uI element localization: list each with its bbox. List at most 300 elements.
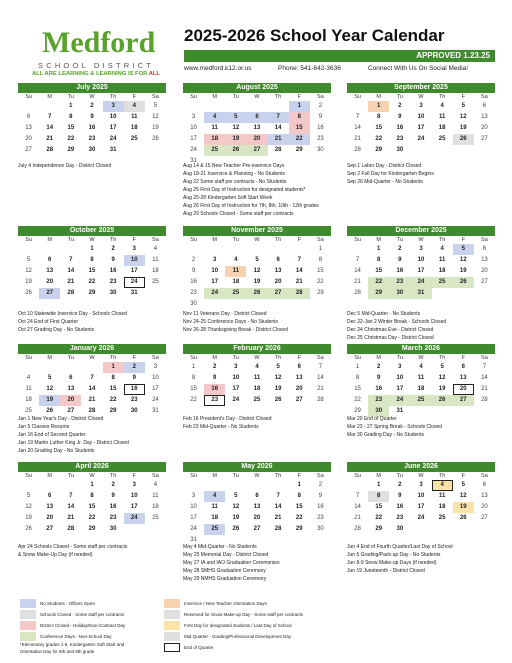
event-line: Jun 8-9 Snow Make-up Days (if needed): [347, 560, 437, 566]
day-cell: 13: [274, 268, 282, 274]
empty-cell: [204, 244, 225, 255]
day-cell: 6: [246, 112, 267, 123]
weekday-label: Su: [190, 355, 197, 361]
weekday-label: Tu: [396, 355, 403, 361]
weekday-label: M: [376, 473, 381, 479]
day-cell: 7: [355, 257, 360, 263]
empty-cell: [347, 101, 368, 112]
legend-swatch-pink: [20, 621, 36, 630]
day-cell: 9: [398, 493, 402, 499]
event-line: Feb 23 Mid-Quarter - No Students: [183, 424, 259, 430]
day-cell: 18: [417, 386, 425, 392]
day-cell: 21: [317, 386, 324, 392]
day-grid: [183, 362, 331, 406]
day-cell: 16: [88, 125, 96, 131]
weekday-label: Th: [109, 94, 117, 100]
day-cell: 14: [481, 375, 488, 381]
day-cell: 4: [153, 246, 158, 252]
day-grid: [347, 244, 495, 299]
empty-cell: [183, 244, 204, 255]
empty-cell: [246, 244, 267, 255]
weekday-label: F: [132, 355, 136, 361]
day-cell: 19: [232, 515, 240, 521]
event-line: Mar 20 End of Quarter: [347, 416, 397, 422]
day-cell: 25: [152, 515, 159, 521]
legend-swatch-gray: [20, 610, 36, 619]
day-cell: 27: [481, 279, 488, 285]
day-cell: 30: [190, 301, 197, 307]
day-cell: 31: [410, 288, 431, 299]
day-cell: 17: [190, 515, 197, 521]
day-cell: 8: [355, 375, 360, 381]
day-cell: 8: [289, 112, 310, 123]
day-cell: 15: [190, 386, 197, 392]
day-cell: 17: [190, 136, 197, 142]
day-cell: 7: [355, 493, 360, 499]
weekday-label: F: [461, 473, 465, 479]
day-cell: 4: [234, 257, 238, 263]
weekday-header: [183, 472, 331, 480]
day-cell: 11: [438, 493, 446, 499]
day-cell: 23: [109, 515, 117, 521]
weekday-label: F: [132, 94, 136, 100]
day-cell: 7: [355, 114, 360, 120]
weekday-label: Su: [190, 237, 197, 243]
legend-footnote: *Elementary grades 1-6, Kindergarten Soft Start and: [20, 642, 125, 647]
empty-cell: [183, 101, 204, 112]
day-cell: 14: [67, 268, 75, 274]
day-cell: 10: [190, 504, 197, 510]
day-cell: 24: [410, 277, 431, 288]
day-cell: 22: [190, 397, 197, 403]
weekday-label: W: [254, 94, 260, 100]
day-cell: 25: [204, 524, 225, 535]
weekday-label: Th: [109, 237, 117, 243]
day-cell: 26: [225, 145, 246, 156]
day-cell: 10: [211, 268, 219, 274]
day-cell: 13: [459, 375, 467, 381]
day-cell: 7: [90, 375, 94, 381]
event-line: Jun 5 Grading/Pack-up Day - No Students: [347, 552, 441, 558]
day-cell: 2: [318, 482, 323, 488]
day-cell: 2: [398, 482, 402, 488]
day-cell: 7: [297, 257, 301, 263]
day-cell: 26: [274, 397, 282, 403]
day-cell: 31: [190, 537, 197, 543]
day-cell: 2: [191, 257, 196, 263]
event-line: Aug 29 Schools Closed - Some staff per contracts: [183, 211, 294, 217]
day-cell: 2: [111, 246, 115, 252]
day-cell: 7: [48, 114, 52, 120]
day-cell: 27: [46, 526, 54, 532]
day-cell: 18: [204, 134, 225, 145]
day-cell: 21: [295, 279, 303, 285]
day-cell: 27: [67, 408, 75, 414]
day-grid: [183, 101, 331, 167]
day-cell: 2: [318, 103, 323, 109]
day-cell: 4: [124, 101, 145, 112]
month-title: January 2026: [18, 344, 166, 354]
day-cell: 1: [355, 364, 360, 370]
day-cell: 6: [482, 482, 487, 488]
day-cell: 28: [354, 290, 361, 296]
day-cell: 17: [417, 268, 425, 274]
empty-cell: [39, 101, 60, 112]
legend-swatch-gray: [164, 610, 180, 619]
day-cell: 15: [289, 123, 310, 134]
day-cell: 3: [132, 246, 136, 252]
day-cell: 5: [276, 364, 280, 370]
day-cell: 8: [111, 375, 115, 381]
day-cell: 15: [375, 125, 383, 131]
weekday-label: W: [89, 237, 95, 243]
day-cell: 13: [46, 504, 54, 510]
day-cell: 9: [377, 375, 381, 381]
empty-cell: [289, 244, 310, 255]
day-cell: 8: [368, 491, 389, 502]
event-line: Jan 16 End of Second Quarter: [18, 432, 86, 438]
empty-cell: [204, 480, 225, 491]
day-cell: 6: [48, 493, 52, 499]
day-cell: 15: [375, 268, 383, 274]
day-cell: 10: [232, 375, 240, 381]
event-line: Apr 24 Schools Closed - Some staff per contracts: [18, 544, 128, 550]
weekday-label: Tu: [396, 473, 403, 479]
weekday-label: W: [418, 355, 424, 361]
day-cell: 6: [276, 257, 280, 263]
day-cell: 25: [253, 397, 261, 403]
day-cell: 1: [377, 482, 381, 488]
day-cell: 23: [88, 136, 96, 142]
day-cell: 3: [103, 101, 124, 112]
day-cell: 21: [354, 515, 361, 521]
day-cell: 10: [109, 114, 117, 120]
day-cell: 25: [438, 515, 446, 521]
weekday-label: Su: [190, 473, 197, 479]
legend: [20, 599, 500, 659]
legend-swatch-gray: [164, 632, 180, 641]
day-cell: 5: [225, 112, 246, 123]
weekday-label: M: [212, 237, 217, 243]
day-cell: 9: [318, 493, 323, 499]
day-cell: 17: [152, 386, 159, 392]
day-cell: 1: [90, 246, 94, 252]
weekday-label: Sa: [152, 473, 159, 479]
event-line: Feb 16 President's Day - District Closed: [183, 416, 272, 422]
day-cell: 2: [398, 246, 402, 252]
weekday-label: Th: [109, 473, 117, 479]
month-2: [347, 83, 495, 156]
event-line: Jan 20 Grading Day - No Students: [18, 448, 95, 454]
day-cell: 19: [39, 395, 60, 406]
month-title: October 2025: [18, 226, 166, 236]
day-cell: 8: [90, 257, 94, 263]
day-cell: 6: [461, 364, 465, 370]
weekday-header: [183, 93, 331, 101]
weekday-label: Su: [25, 94, 32, 100]
empty-cell: [246, 480, 267, 491]
weekday-label: W: [254, 237, 260, 243]
day-cell: 25: [204, 145, 225, 156]
weekday-label: Tu: [396, 237, 403, 243]
event-line: Aug 22 Some staff per contracts - No Students: [183, 179, 287, 185]
day-grid: [347, 101, 495, 156]
day-cell: 22: [375, 136, 383, 142]
day-cell: 20: [274, 279, 282, 285]
weekday-label: Th: [274, 473, 282, 479]
month-events: [347, 310, 507, 342]
weekday-label: Tu: [232, 94, 239, 100]
weekday-header: [347, 354, 495, 362]
day-cell: 21: [354, 279, 361, 285]
empty-cell: [225, 244, 246, 255]
day-cell: 27: [481, 515, 488, 521]
day-cell: 10: [152, 375, 159, 381]
day-cell: 24: [417, 136, 425, 142]
day-cell: 26: [246, 288, 267, 299]
month-events: [183, 543, 343, 583]
day-cell: 8: [377, 114, 381, 120]
month-7: [183, 344, 331, 406]
day-cell: 22: [368, 277, 389, 288]
weekday-label: M: [376, 355, 381, 361]
day-cell: 5: [26, 493, 31, 499]
day-cell: 26: [152, 136, 159, 142]
event-line: May 29 NMHS Graduation Ceremony: [183, 576, 267, 582]
weekday-label: M: [212, 355, 217, 361]
day-cell: 29: [88, 526, 96, 532]
day-cell: 5: [440, 364, 444, 370]
weekday-label: W: [254, 473, 260, 479]
legend-swatch-green: [20, 632, 36, 641]
day-cell: 27: [39, 288, 60, 299]
weekday-label: Th: [438, 473, 446, 479]
day-cell: 30: [317, 526, 324, 532]
day-cell: 5: [26, 257, 31, 263]
weekday-label: Sa: [152, 94, 159, 100]
logo-tagline-all: ALL: [148, 71, 160, 77]
day-cell: 29: [295, 147, 303, 153]
day-grid: [183, 244, 331, 310]
day-cell: 29: [295, 526, 303, 532]
day-grid: [18, 362, 166, 417]
day-cell: 13: [67, 386, 75, 392]
day-cell: 19: [438, 386, 446, 392]
day-cell: 24: [190, 147, 197, 153]
weekday-label: Tu: [67, 355, 74, 361]
day-cell: 1: [297, 482, 301, 488]
day-cell: 9: [213, 375, 217, 381]
day-cell: 24: [109, 136, 117, 142]
day-cell: 21: [67, 279, 75, 285]
day-cell: 8: [191, 375, 196, 381]
day-cell: 5: [461, 482, 465, 488]
weekday-label: W: [89, 473, 95, 479]
month-title: February 2026: [183, 344, 331, 354]
event-line: Nov 26-28 Thanksgiving Break - District Closed: [183, 327, 288, 333]
day-cell: 20: [25, 136, 32, 142]
day-cell: 1: [90, 482, 94, 488]
day-cell: 4: [432, 480, 453, 491]
weekday-label: W: [89, 355, 95, 361]
day-cell: 23: [130, 397, 138, 403]
day-cell: 26: [459, 515, 467, 521]
day-cell: 1: [289, 101, 310, 112]
month-events: [183, 415, 343, 431]
day-cell: 24: [124, 277, 145, 288]
day-cell: 4: [204, 491, 225, 502]
day-cell: 13: [253, 504, 261, 510]
day-cell: 13: [481, 493, 488, 499]
weekday-label: Tu: [67, 473, 74, 479]
day-cell: 12: [459, 257, 467, 263]
day-cell: 29: [354, 408, 361, 414]
logo-tagline-main: ALL ARE LEARNING & LEARNING IS FOR: [32, 71, 149, 77]
month-title: April 2026: [18, 462, 166, 472]
weekday-label: F: [297, 94, 301, 100]
weekday-header: [18, 472, 166, 480]
event-line: July 4 Independence Day - District Closed: [18, 163, 112, 169]
day-cell: 8: [318, 257, 323, 263]
day-cell: 30: [109, 526, 117, 532]
district-logo: [30, 24, 180, 80]
day-cell: 22: [289, 134, 310, 145]
day-cell: 26: [432, 395, 453, 406]
day-cell: 25: [130, 136, 138, 142]
day-cell: 23: [109, 279, 117, 285]
day-cell: 25: [225, 288, 246, 299]
empty-cell: [60, 244, 81, 255]
day-cell: 4: [440, 246, 444, 252]
event-line: Jan 19 Martin Luther King Jr. Day - District Closed: [18, 440, 129, 446]
day-cell: 28: [274, 526, 282, 532]
day-cell: 18: [232, 279, 240, 285]
day-cell: 18: [438, 268, 446, 274]
day-cell: 20: [481, 125, 488, 131]
day-cell: 2: [213, 364, 217, 370]
day-cell: 19: [274, 386, 282, 392]
day-cell: 5: [234, 493, 238, 499]
weekday-label: Sa: [317, 473, 324, 479]
day-cell: 1: [69, 103, 73, 109]
month-title: November 2025: [183, 226, 331, 236]
day-cell: 5: [255, 257, 259, 263]
weekday-label: Sa: [317, 237, 324, 243]
day-cell: 20: [481, 504, 488, 510]
day-cell: 6: [482, 103, 487, 109]
day-cell: 14: [274, 125, 282, 131]
month-events: [18, 543, 178, 559]
day-cell: 30: [130, 408, 138, 414]
day-cell: 19: [459, 268, 467, 274]
day-cell: 6: [482, 246, 487, 252]
empty-cell: [39, 480, 60, 491]
day-cell: 27: [295, 397, 303, 403]
day-cell: 9: [191, 268, 196, 274]
weekday-label: Th: [438, 237, 446, 243]
event-line: Aug 26 First Day of Instruction for 7th, 8th, 10th - 12th grades: [183, 203, 319, 209]
day-cell: 4: [26, 375, 31, 381]
weekday-label: Sa: [481, 237, 488, 243]
day-cell: 14: [354, 125, 361, 131]
day-cell: 7: [69, 493, 73, 499]
day-cell: 22: [317, 279, 324, 285]
day-cell: 2: [398, 103, 402, 109]
weekday-label: F: [297, 237, 301, 243]
day-cell: 20: [60, 395, 81, 406]
weekday-label: Su: [354, 94, 361, 100]
day-cell: 21: [481, 386, 488, 392]
day-cell: 16: [124, 384, 145, 395]
day-cell: 12: [438, 375, 446, 381]
day-cell: 15: [67, 125, 75, 131]
day-cell: 24: [417, 515, 425, 521]
day-cell: 14: [67, 504, 75, 510]
day-cell: 25: [410, 395, 431, 406]
day-cell: 21: [354, 136, 361, 142]
day-grid: [18, 480, 166, 535]
day-cell: 31: [152, 408, 159, 414]
day-cell: 8: [377, 257, 381, 263]
day-cell: 15: [295, 504, 303, 510]
day-cell: 10: [124, 255, 145, 266]
day-cell: 22: [67, 136, 75, 142]
month-title: August 2025: [183, 83, 331, 93]
day-cell: 1: [191, 364, 196, 370]
day-cell: 29: [375, 526, 383, 532]
day-cell: 21: [67, 515, 75, 521]
weekday-header: [347, 93, 495, 101]
day-cell: 30: [368, 406, 389, 417]
month-events: [18, 415, 178, 455]
day-cell: 19: [25, 279, 32, 285]
day-cell: 10: [417, 493, 425, 499]
event-line: Oct 24 End of First Quarter: [18, 319, 79, 325]
day-cell: 20: [295, 386, 303, 392]
day-cell: 12: [253, 268, 261, 274]
day-cell: 20: [246, 134, 267, 145]
day-cell: 15: [88, 504, 96, 510]
day-cell: 30: [109, 290, 117, 296]
empty-cell: [246, 101, 267, 112]
weekday-label: Th: [438, 94, 446, 100]
day-cell: 28: [46, 147, 54, 153]
day-cell: 2: [90, 103, 94, 109]
day-cell: 25: [432, 277, 453, 288]
day-cell: 18: [211, 515, 219, 521]
day-cell: 9: [318, 114, 323, 120]
day-cell: 23: [204, 395, 225, 406]
weekday-label: F: [461, 237, 465, 243]
weekday-label: M: [212, 94, 217, 100]
day-cell: 18: [253, 386, 261, 392]
month-events: [183, 162, 343, 218]
month-9: [18, 462, 166, 535]
day-cell: 23: [317, 515, 324, 521]
event-line: May 28 SMHS Graduation Ceremony: [183, 568, 266, 574]
day-cell: 20: [481, 268, 488, 274]
day-cell: 10: [417, 114, 425, 120]
day-cell: 7: [276, 493, 280, 499]
day-cell: 1: [318, 246, 323, 252]
day-cell: 27: [481, 136, 488, 142]
website-link[interactable]: www.medford.k12.or.us: [184, 65, 252, 72]
day-cell: 25: [152, 279, 159, 285]
day-cell: 22: [109, 397, 117, 403]
day-cell: 12: [232, 125, 240, 131]
empty-cell: [18, 480, 39, 491]
event-line: Oct 10 Statewide Inservice Day - Schools Closed: [18, 311, 127, 317]
